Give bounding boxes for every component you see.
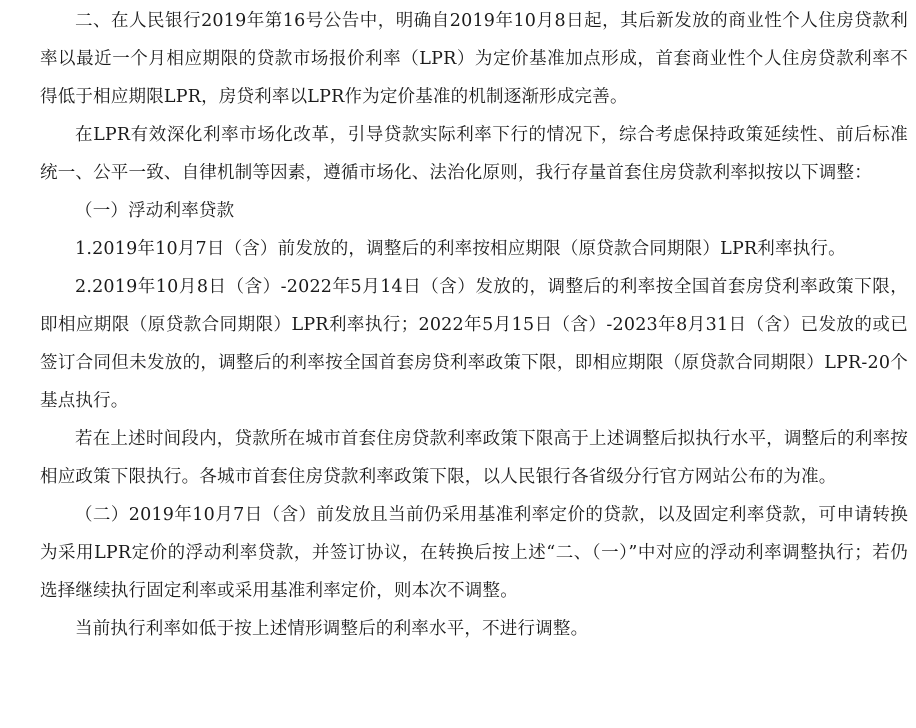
paragraph-item-2: 2.2019年10月8日（含）-2022年5月14日（含）发放的，调整后的利率按全国首套房贷利率政策下限，即相应期限（原贷款合同期限）LPR利率执行；2022年5月15日（含）-2023年8月31日（含）已发放的或已签订合同但未发放的，调整后的利率按全国首套房贷利率政策下限，即相应期限（原贷款合同期限）LPR-20个基点执行。 <box>40 277 908 411</box>
paragraph-policy-background: 二、在人民银行2019年第16号公告中，明确自2019年10月8日起，其后新发放的商业性个人住房贷款利率以最近一个月相应期限的贷款市场报价利率（LPR）为定价基准加点形成，首套商业性个人住房贷款利率不得低于相应期限LPR，房贷利率以LPR作为定价基准的机制逐渐形成完善。 <box>40 11 908 107</box>
paragraph-fixed-rate-conversion: （二）2019年10月7日（含）前发放且当前仍采用基准利率定价的贷款，以及固定利率贷款，可申请转换为采用LPR定价的浮动利率贷款，并签订协议，在转换后按上述“二、（一）”中对应的浮动利率调整执行；若仍选择继续执行固定利率或采用基准利率定价，则本次不调整。 <box>40 505 908 601</box>
paragraph-item-1: 1.2019年10月7日（含）前发放的，调整后的利率按相应期限（原贷款合同期限）LPR利率执行。 <box>75 239 846 259</box>
paragraph-city-policy: 若在上述时间段内，贷款所在城市首套住房贷款利率政策下限高于上述调整后拟执行水平，调整后的利率按相应政策下限执行。各城市首套住房贷款利率政策下限，以人民银行各省级分行官方网站公布的为准。 <box>40 429 908 487</box>
document-body <box>40 2 908 648</box>
section-heading-floating-rate: （一）浮动利率贷款 <box>75 201 235 221</box>
paragraph-adjustment-intro: 在LPR有效深化利率市场化改革，引导贷款实际利率下行的情况下，综合考虑保持政策延续性、前后标准统一、公平一致、自律机制等因素，遵循市场化、法治化原则，我行存量首套住房贷款利率拟按以下调整： <box>40 125 908 183</box>
paragraph-no-adjustment-note: 当前执行利率如低于按上述情形调整后的利率水平，不进行调整。 <box>75 619 589 639</box>
